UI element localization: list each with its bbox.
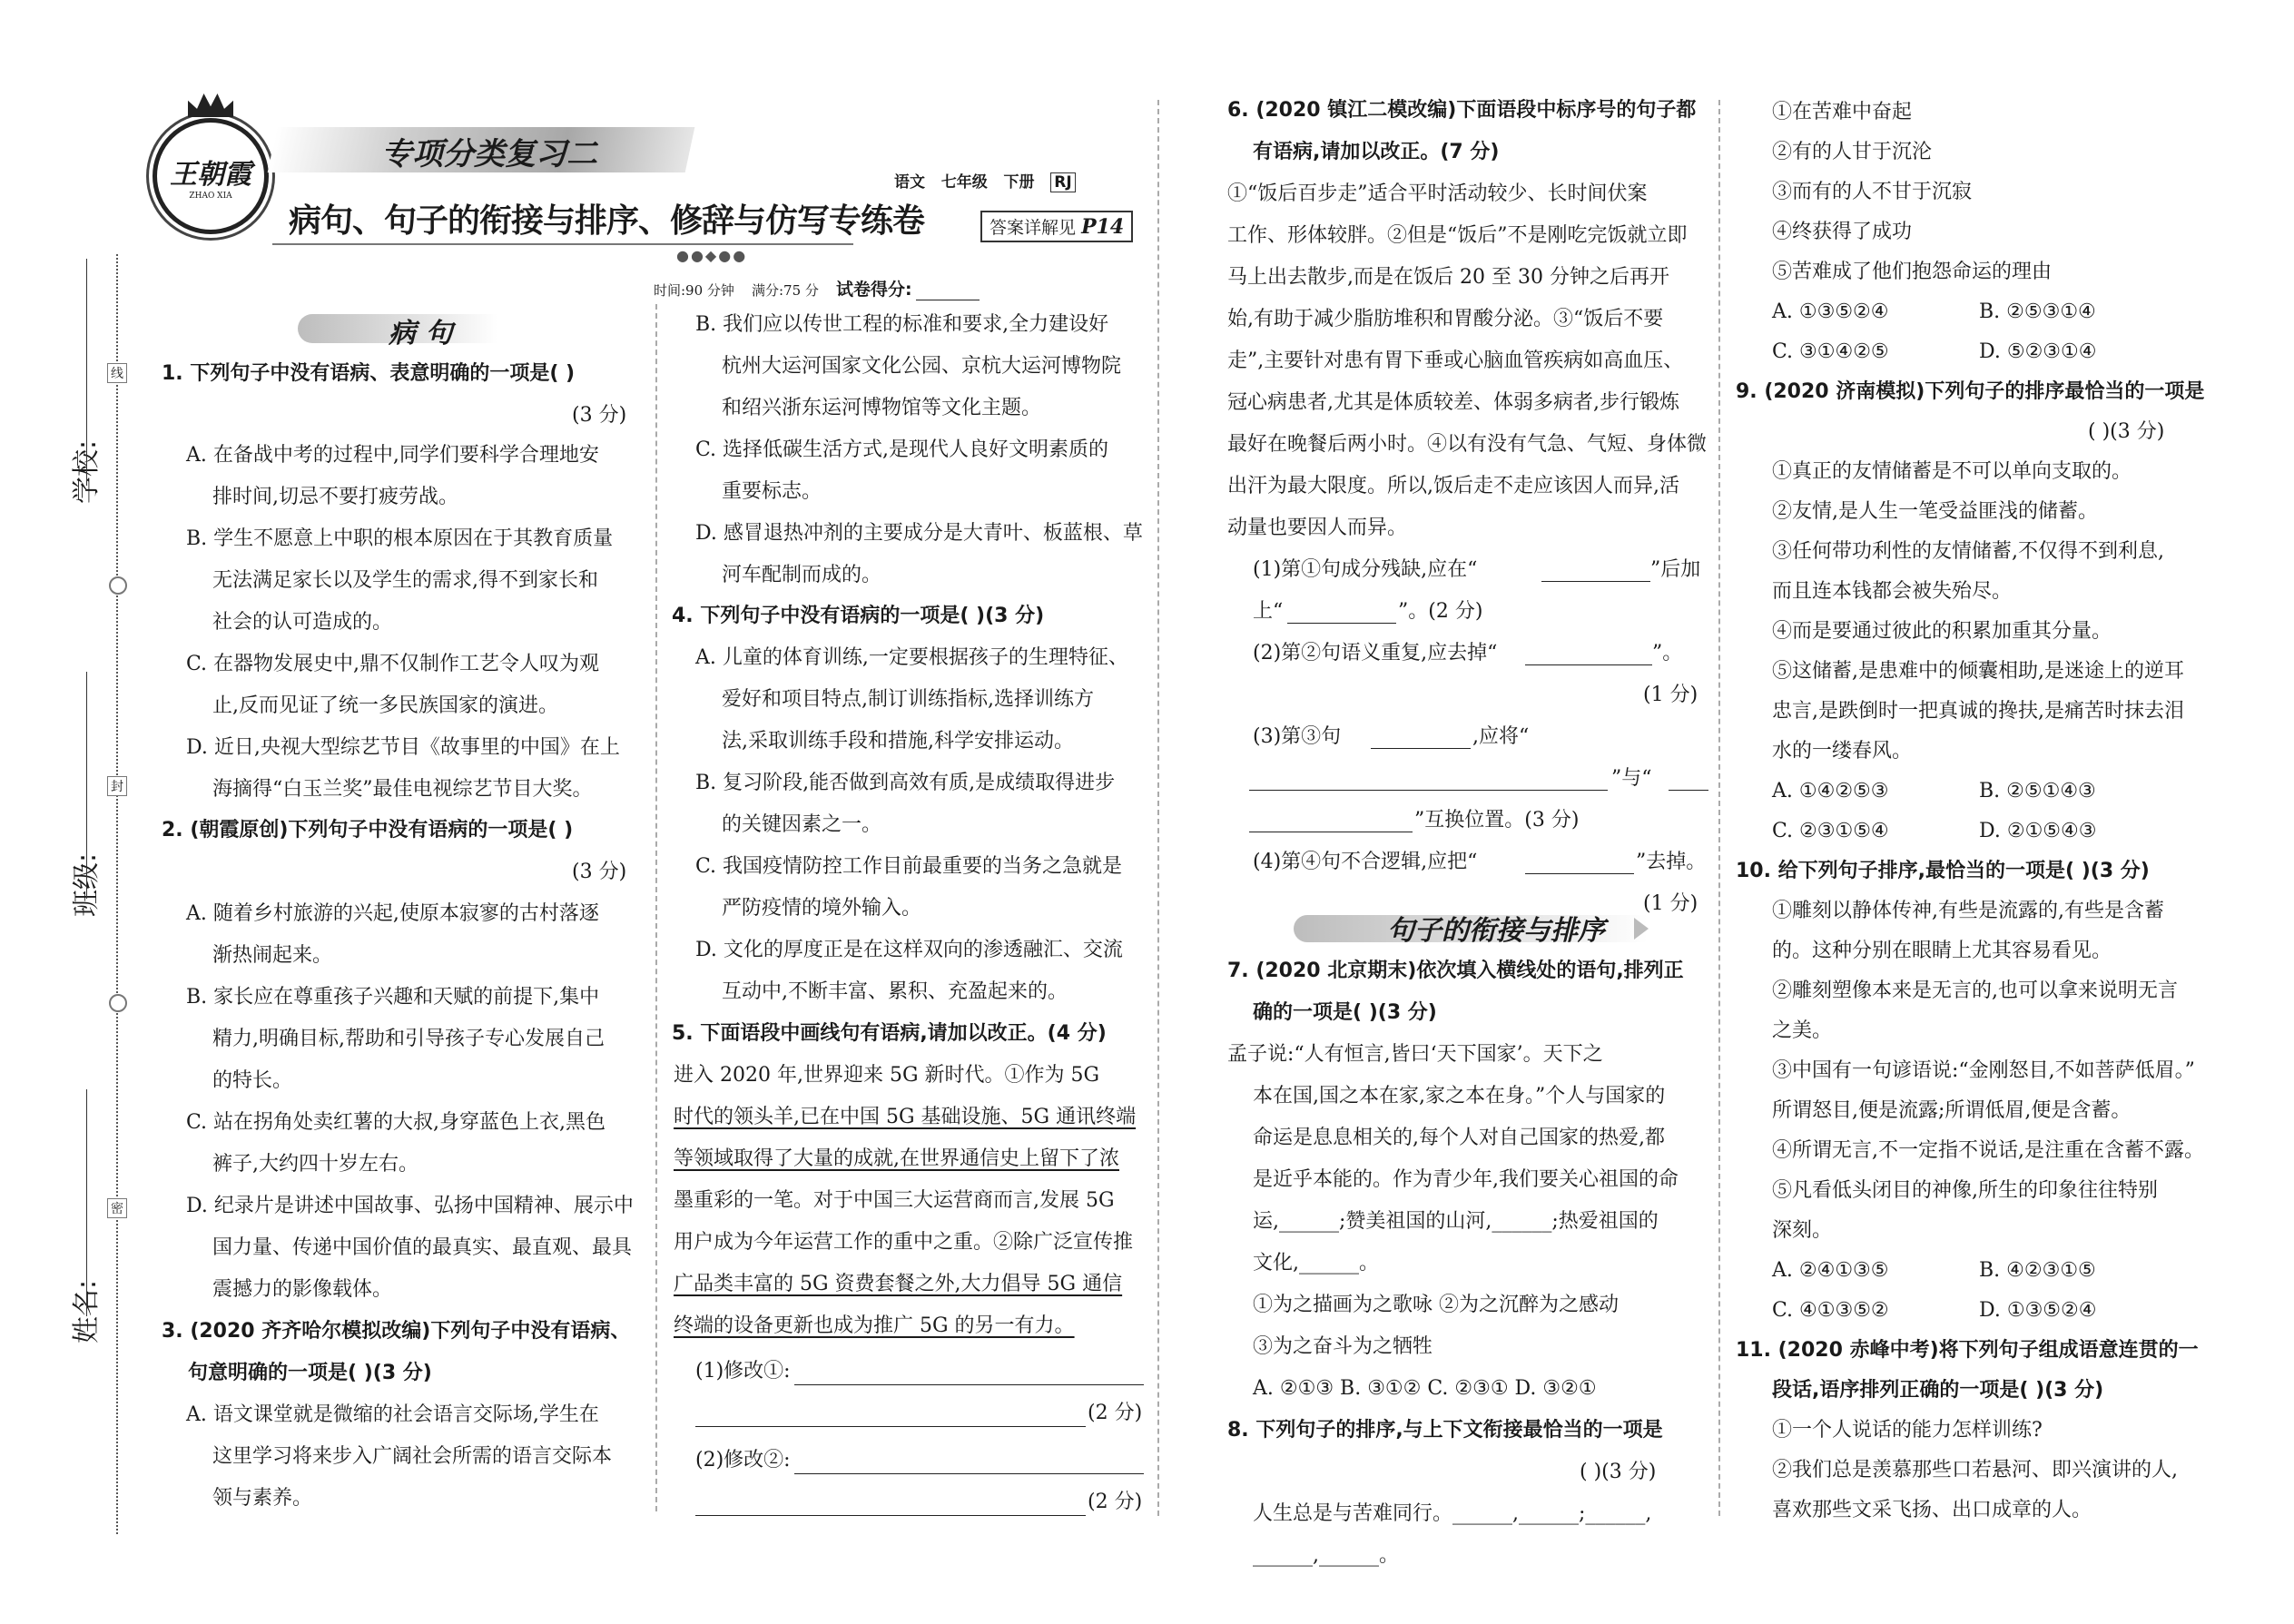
option-text: 排时间,切忌不要打疲劳战。 (212, 486, 458, 508)
item: ③任何带功利性的友情储蓄,不仅得不到利息, (1772, 540, 2164, 563)
passage-line: 命运是息息相关的,每个人对自己国家的热爱,都 (1253, 1127, 1665, 1149)
school-field[interactable] (86, 259, 87, 486)
class-field[interactable] (86, 672, 87, 899)
option-d[interactable]: D. 纪录片是讲述中国故事、弘扬中国精神、展示中 (186, 1195, 634, 1217)
score: (1 分) (1643, 684, 1698, 706)
school-label: 学校: (71, 439, 103, 504)
option-a[interactable]: A. 儿童的体育训练,一定要根据孩子的生理特征、 (695, 646, 1128, 669)
option-c[interactable]: C. ④①③⑤② (1772, 1299, 1889, 1322)
volume-tag: 下册 (1003, 173, 1035, 192)
option-text: 杭州大运河国家文化公园、京杭大运河博物院 (722, 355, 1122, 378)
passage-line: 本在国,国之本在家,家之本在身。”个人与国家的 (1253, 1085, 1666, 1107)
option-d[interactable]: D. 近日,央视大型综艺节目《故事里的中国》在上 (186, 736, 620, 759)
option-b[interactable]: B. ②⑤①④③ (1979, 780, 2096, 802)
item: 忠言,是跌倒时一把真诚的搀扶,是痛苦时抹去泪 (1772, 700, 2184, 723)
exam-meta (654, 276, 980, 300)
option-d[interactable]: D. ②①⑤④③ (1979, 820, 2097, 842)
logo-emblem (153, 118, 269, 234)
subq-4: (4)第④句不合逻辑,应把“ (1253, 851, 1478, 873)
time-limit: 时间:90 分钟 (654, 282, 734, 299)
score: (2 分) (1088, 1402, 1143, 1424)
option-text: 这里学习将来步入广阔社会所需的语言交际本 (212, 1445, 613, 1468)
question-4: 4. 下列句子中没有语病的一项是( )(3 分) (672, 605, 1045, 627)
binding-line (116, 254, 118, 1534)
passage-line: 最好在晚餐后两小时。④以有没有气急、气短、身体微 (1227, 433, 1708, 456)
score-field[interactable] (916, 281, 980, 300)
option-c[interactable]: C. 站在拐角处卖红薯的大叔,身穿蓝色上衣,黑色 (186, 1111, 606, 1134)
option-a[interactable]: A. 随着乡村旅游的兴起,使原本寂寥的古村落逐 (186, 902, 599, 925)
option-text: 渐热闹起来。 (212, 944, 333, 967)
question-1: 1. 下列句子中没有语病、表意明确的一项是( ) (162, 362, 576, 385)
question-2: 2. (朝霞原创)下列句子中没有语病的一项是( ) (162, 819, 574, 842)
passage-line: 冠心病患者,尤其是体质较差、体弱多病者,步行锻炼 (1227, 391, 1679, 414)
answer-ref-label: 答案详解见 (989, 218, 1077, 238)
item: ②有的人甘于沉沦 (1772, 141, 1933, 163)
margin-mark-feng: 封 (107, 776, 127, 796)
option-d[interactable]: D. ①③⑤②④ (1979, 1299, 2097, 1322)
revision-2-field[interactable] (794, 1448, 1144, 1474)
option-text: 精力,明确目标,帮助和引导孩子专心发展自己 (212, 1028, 605, 1050)
option-text: 无法满足家长以及学生的需求,得不到家长和 (212, 569, 598, 592)
option-c[interactable]: C. 在器物发展史中,鼎不仅制作工艺令人叹为观 (186, 653, 600, 675)
title-dots-icon: ●●◆●● (676, 247, 748, 264)
option-row[interactable]: A. ②①③ B. ③①② C. ②③① D. ③②① (1253, 1377, 1597, 1400)
binding-hole-icon (109, 994, 127, 1012)
option-c[interactable]: C. ②③①⑤④ (1772, 820, 1889, 842)
name-field[interactable] (86, 1089, 87, 1316)
option-d[interactable]: D. 感冒退热冲剂的主要成分是大青叶、板蓝根、草 (695, 522, 1143, 545)
passage-line: 出汗为最大限度。所以,饭后走不走应该因人而异,活 (1227, 475, 1679, 497)
margin-mark-mi: 密 (107, 1198, 127, 1218)
option-c[interactable]: C. 我国疫情防控工作目前最重要的当务之急就是 (695, 855, 1123, 878)
option-a[interactable]: A. 在备战中考的过程中,同学们要科学合理地安 (186, 444, 599, 467)
subq-3-field-c[interactable] (1669, 764, 1708, 791)
passage-line: 时代的领头羊,已在中国 5G 基础设施、5G 通讯终端 (674, 1106, 1137, 1128)
item: ④终获得了成功 (1772, 221, 1913, 243)
option-text: 止,反而见证了统一多民族国家的演进。 (212, 694, 558, 717)
choice-line: ①为之描画为之歌咏 ②为之沉醉为之感动 (1253, 1294, 1619, 1316)
name-label: 姓名: (71, 1279, 103, 1343)
option-b[interactable]: B. 复习阶段,能否做到高效有质,是成绩取得进步 (695, 772, 1116, 794)
option-text: 严防疫情的境外输入。 (722, 897, 922, 920)
passage-line: 等领域取得了大量的成就,在世界通信史上留下了浓 (674, 1147, 1119, 1170)
choice-line: ③为之奋斗为之牺牲 (1253, 1335, 1433, 1358)
option-b[interactable]: B. ④②③①⑤ (1979, 1259, 2096, 1282)
item: ②雕刻塑像本来是无言的,也可以拿来说明无言 (1772, 979, 2178, 1002)
option-text: 河车配制而成的。 (722, 564, 882, 586)
option-text: 和绍兴浙东运河博物馆等文化主题。 (722, 397, 1042, 419)
subject-tag: 语文 (894, 173, 925, 192)
subq-3-field-a[interactable] (1371, 723, 1471, 749)
option-text: 海摘得“白玉兰奖”最佳电视综艺节目大奖。 (212, 778, 593, 801)
item: ④而是要通过彼此的积累加重其分量。 (1772, 620, 2112, 643)
passage-line: 广品类丰富的 5G 资费套餐之外,大力倡导 5G 通信 (674, 1273, 1123, 1295)
section-title-bingju: 病 句 (389, 318, 453, 349)
subq-3-text: ”与“ (1611, 767, 1652, 790)
logo-sub: ZHAO XIA (189, 192, 232, 201)
subq-1: (1)第①句成分残缺,应在“ (1253, 558, 1478, 581)
arrow-icon (1634, 918, 1649, 940)
question-3: 3. (2020 齐齐哈尔模拟改编)下列句子中没有语病、 (162, 1320, 631, 1343)
question-5: 5. 下面语段中画线句有语病,请加以改正。(4 分) (672, 1022, 1107, 1045)
crown-icon (188, 94, 233, 117)
question-text: 有语病,请加以改正。(7 分) (1253, 141, 1500, 163)
revision-1-field[interactable] (794, 1359, 1144, 1385)
item: ⑤苦难成了他们抱怨命运的理由 (1772, 261, 2053, 283)
option-text: 重要标志。 (722, 480, 822, 503)
option-a[interactable]: A. ①③⑤②④ (1772, 300, 1889, 323)
item: 所谓怒目,便是流露;所谓低眉,便是含蓄。 (1772, 1099, 2132, 1122)
answer-ref-box (980, 211, 1133, 242)
option-a[interactable]: A. ①④②⑤③ (1772, 780, 1889, 802)
item: ④所谓无言,不一定指不说话,是注重在含蓄不露。 (1772, 1139, 2204, 1162)
edition-tag: RJ (1050, 172, 1075, 192)
subq-3-text: ”互换位置。(3 分) (1414, 809, 1580, 832)
class-label: 班级: (71, 852, 103, 917)
answer-ref-page: P14 (1081, 215, 1125, 239)
passage-line: 文化,______。 (1253, 1252, 1379, 1275)
option-b[interactable]: B. 学生不愿意上中职的根本原因在于其教育质量 (186, 527, 614, 550)
question-8: 8. 下列句子的排序,与上下文衔接最恰当的一项是 (1227, 1419, 1663, 1442)
subq-3-text: ,应将“ (1472, 725, 1530, 748)
logo-text: 王朝霞 (170, 159, 251, 191)
item: ①在苦难中奋起 (1772, 101, 1913, 123)
item: 而且连本钱都会被失殆尽。 (1772, 580, 2013, 603)
option-text: 的特长。 (212, 1069, 293, 1092)
revision-2-label: (2)修改②: (695, 1449, 791, 1471)
item: ①真正的友情储蓄是不可以单向支取的。 (1772, 460, 2132, 483)
revision-1-label: (1)修改①: (695, 1360, 791, 1383)
score: (3 分) (572, 861, 627, 883)
title-underline (272, 243, 853, 245)
score: (3 分) (572, 404, 627, 427)
section-title-order: 句子的衔接与排序 (1387, 915, 1605, 947)
question-10: 10. 给下列句子排序,最恰当的一项是( )(3 分) (1736, 860, 2150, 882)
option-b[interactable]: B. 家长应在尊重孩子兴趣和天赋的前提下,集中 (186, 986, 600, 1009)
option-text: 爱好和项目特点,制订训练指标,选择训练方 (722, 688, 1094, 711)
subq-1-text: 上“ (1253, 600, 1284, 623)
option-text: 裤子,大约四十岁左右。 (212, 1153, 418, 1176)
passage-line: 走”,主要针对患有胃下垂或心脑血管疾病如高血压、 (1227, 349, 1684, 372)
revision-1-field-2[interactable] (695, 1401, 1086, 1427)
item: 喜欢那些文采飞扬、出口成章的人。 (1772, 1499, 2092, 1521)
subq-1-text: ”。(2 分) (1398, 600, 1483, 623)
passage-line: ______,______。 (1253, 1544, 1399, 1567)
option-b[interactable]: B. ②⑤③①④ (1979, 300, 2096, 323)
passage-line: 始,有助于减少脂肪堆积和胃酸分泌。③“饭后不要 (1227, 308, 1664, 330)
passage-line: 工作、形体较胖。②但是“饭后”不是刚吃完饭就立即 (1227, 224, 1688, 247)
question-9: 9. (2020 济南模拟)下列句子的排序最恰当的一项是 (1736, 380, 2205, 403)
item: ③而有的人不甘于沉寂 (1772, 181, 1973, 203)
passage-line: 用户成为今年运营工作的重中之重。②除广泛宣传推 (674, 1231, 1134, 1254)
subq-4-text: ”去掉。 (1636, 851, 1707, 873)
item: ②友情,是人生一笔受益匪浅的储蓄。 (1772, 500, 2098, 523)
question-6: 6. (2020 镇江二模改编)下面语段中标序号的句子都 (1227, 99, 1697, 122)
passage-line: 是近乎本能的。作为青少年,我们要关心祖国的命 (1253, 1168, 1679, 1191)
item: ⑤这储蓄,是患难中的倾囊相助,是迷途上的逆耳 (1772, 660, 2184, 683)
option-d[interactable]: D. ⑤②③①④ (1979, 340, 2097, 363)
score: (2 分) (1088, 1491, 1143, 1513)
subq-2-text: ”。 (1652, 642, 1683, 664)
binding-hole-icon (109, 576, 127, 595)
option-c[interactable]: C. 选择低碳生活方式,是现代人良好文明素质的 (695, 438, 1109, 461)
score: ( )(3 分) (2088, 420, 2165, 443)
passage-line: 孟子说:“人有恒言,皆曰‘天下国家’。天下之 (1227, 1043, 1603, 1066)
passage-line: 进入 2020 年,世界迎来 5G 新时代。①作为 5G (674, 1064, 1100, 1087)
page-title: 病句、句子的衔接与排序、修辞与仿写专练卷 (289, 202, 925, 240)
item: 深刻。 (1772, 1219, 1833, 1242)
score: ( )(3 分) (1580, 1461, 1657, 1483)
item: ①雕刻以静体传神,有些是流露的,有些是含蓄 (1772, 900, 2164, 922)
subq-3-field-b[interactable] (1249, 764, 1608, 791)
option-text: 的关键因素之一。 (722, 813, 882, 836)
score-label: 试卷得分: (836, 280, 912, 300)
subq-3: (3)第③句 (1253, 725, 1342, 748)
score: (1 分) (1643, 892, 1698, 915)
option-text: 法,采取训练手段和措施,科学安排运动。 (722, 730, 1074, 753)
column-separator (1157, 100, 1159, 1516)
subq-1-field-a[interactable] (1541, 556, 1650, 582)
item: 水的一缕春风。 (1772, 740, 1913, 763)
passage-line: 终端的设备更新也成为推广 5G 的另一有力。 (674, 1314, 1075, 1337)
passage-line: ①“饭后百步走”适合平时活动较少、长时间伏案 (1227, 182, 1648, 205)
item: ③中国有一句谚语说:“金刚怒目,不如菩萨低眉。” (1772, 1059, 2195, 1082)
subq-4-field[interactable] (1525, 848, 1634, 874)
column-separator (655, 304, 657, 1511)
question-11: 11. (2020 赤峰中考)将下列句子组成语意连贯的一 (1736, 1339, 2199, 1362)
question-text: 段话,语序排列正确的一项是( )(3 分) (1772, 1379, 2104, 1402)
item: 之美。 (1772, 1019, 1833, 1042)
option-text: 社会的认可造成的。 (212, 611, 393, 634)
passage-line: 人生总是与苦难同行。______,______;______, (1253, 1502, 1652, 1525)
option-text: 互动中,不断丰富、累积、充盈起来的。 (722, 980, 1068, 1003)
subq-1-text: ”后加 (1650, 558, 1701, 581)
option-b[interactable]: B. 我们应以传世工程的标准和要求,全力建设好 (695, 313, 1109, 336)
option-a[interactable]: A. 语文课堂就是微缩的社会语言交际场,学生在 (186, 1403, 599, 1426)
passage-line: 运,______;赞美祖国的山河,______;热爱祖国的 (1253, 1210, 1659, 1233)
question-7: 7. (2020 北京期末)依次填入横线处的语句,排列正 (1227, 960, 1684, 982)
margin-mark-xian: 线 (107, 363, 127, 383)
option-c[interactable]: C. ③①④②⑤ (1772, 340, 1889, 363)
grade-tag: 七年级 (940, 173, 988, 192)
subq-2: (2)第②句语义重复,应去掉“ (1253, 642, 1498, 664)
subq-1-field-b[interactable] (1287, 597, 1396, 624)
item: ⑤凡看低头闭目的神像,所生的印象往往特别 (1772, 1179, 2158, 1202)
option-text: 领与素养。 (212, 1487, 313, 1510)
option-text: 震撼力的影像载体。 (212, 1278, 393, 1301)
question-text: 确的一项是( )(3 分) (1253, 1001, 1437, 1024)
option-a[interactable]: A. ②④①③⑤ (1772, 1259, 1889, 1282)
item: ②我们总是羡慕那些口若悬河、即兴演讲的人, (1772, 1459, 2178, 1481)
subq-2-field[interactable] (1525, 639, 1652, 665)
passage-line: 动量也要因人而异。 (1227, 517, 1408, 539)
option-d[interactable]: D. 文化的厚度正是在这样双向的渗透融汇、交流 (695, 939, 1123, 961)
question-text: 句意明确的一项是( )(3 分) (188, 1362, 432, 1384)
passage-line: 马上出去散步,而是在饭后 20 至 30 分钟之后再开 (1227, 266, 1669, 289)
item: ①一个人说话的能力怎样训练? (1772, 1419, 2043, 1442)
passage-line: 墨重彩的一笔。对于中国三大运营商而言,发展 5G (674, 1189, 1115, 1212)
item: 的。这种分别在眼睛上尤其容易看见。 (1772, 940, 2112, 962)
column-separator (1718, 100, 1720, 1516)
subq-3-field-d[interactable] (1249, 806, 1413, 832)
revision-2-field-2[interactable] (695, 1490, 1086, 1516)
option-text: 国力量、传递中国价值的最真实、最直观、最具 (212, 1236, 633, 1259)
subject-tags (894, 169, 1076, 192)
series-title: 专项分类复习二 (381, 136, 597, 172)
full-score: 满分:75 分 (752, 282, 819, 299)
